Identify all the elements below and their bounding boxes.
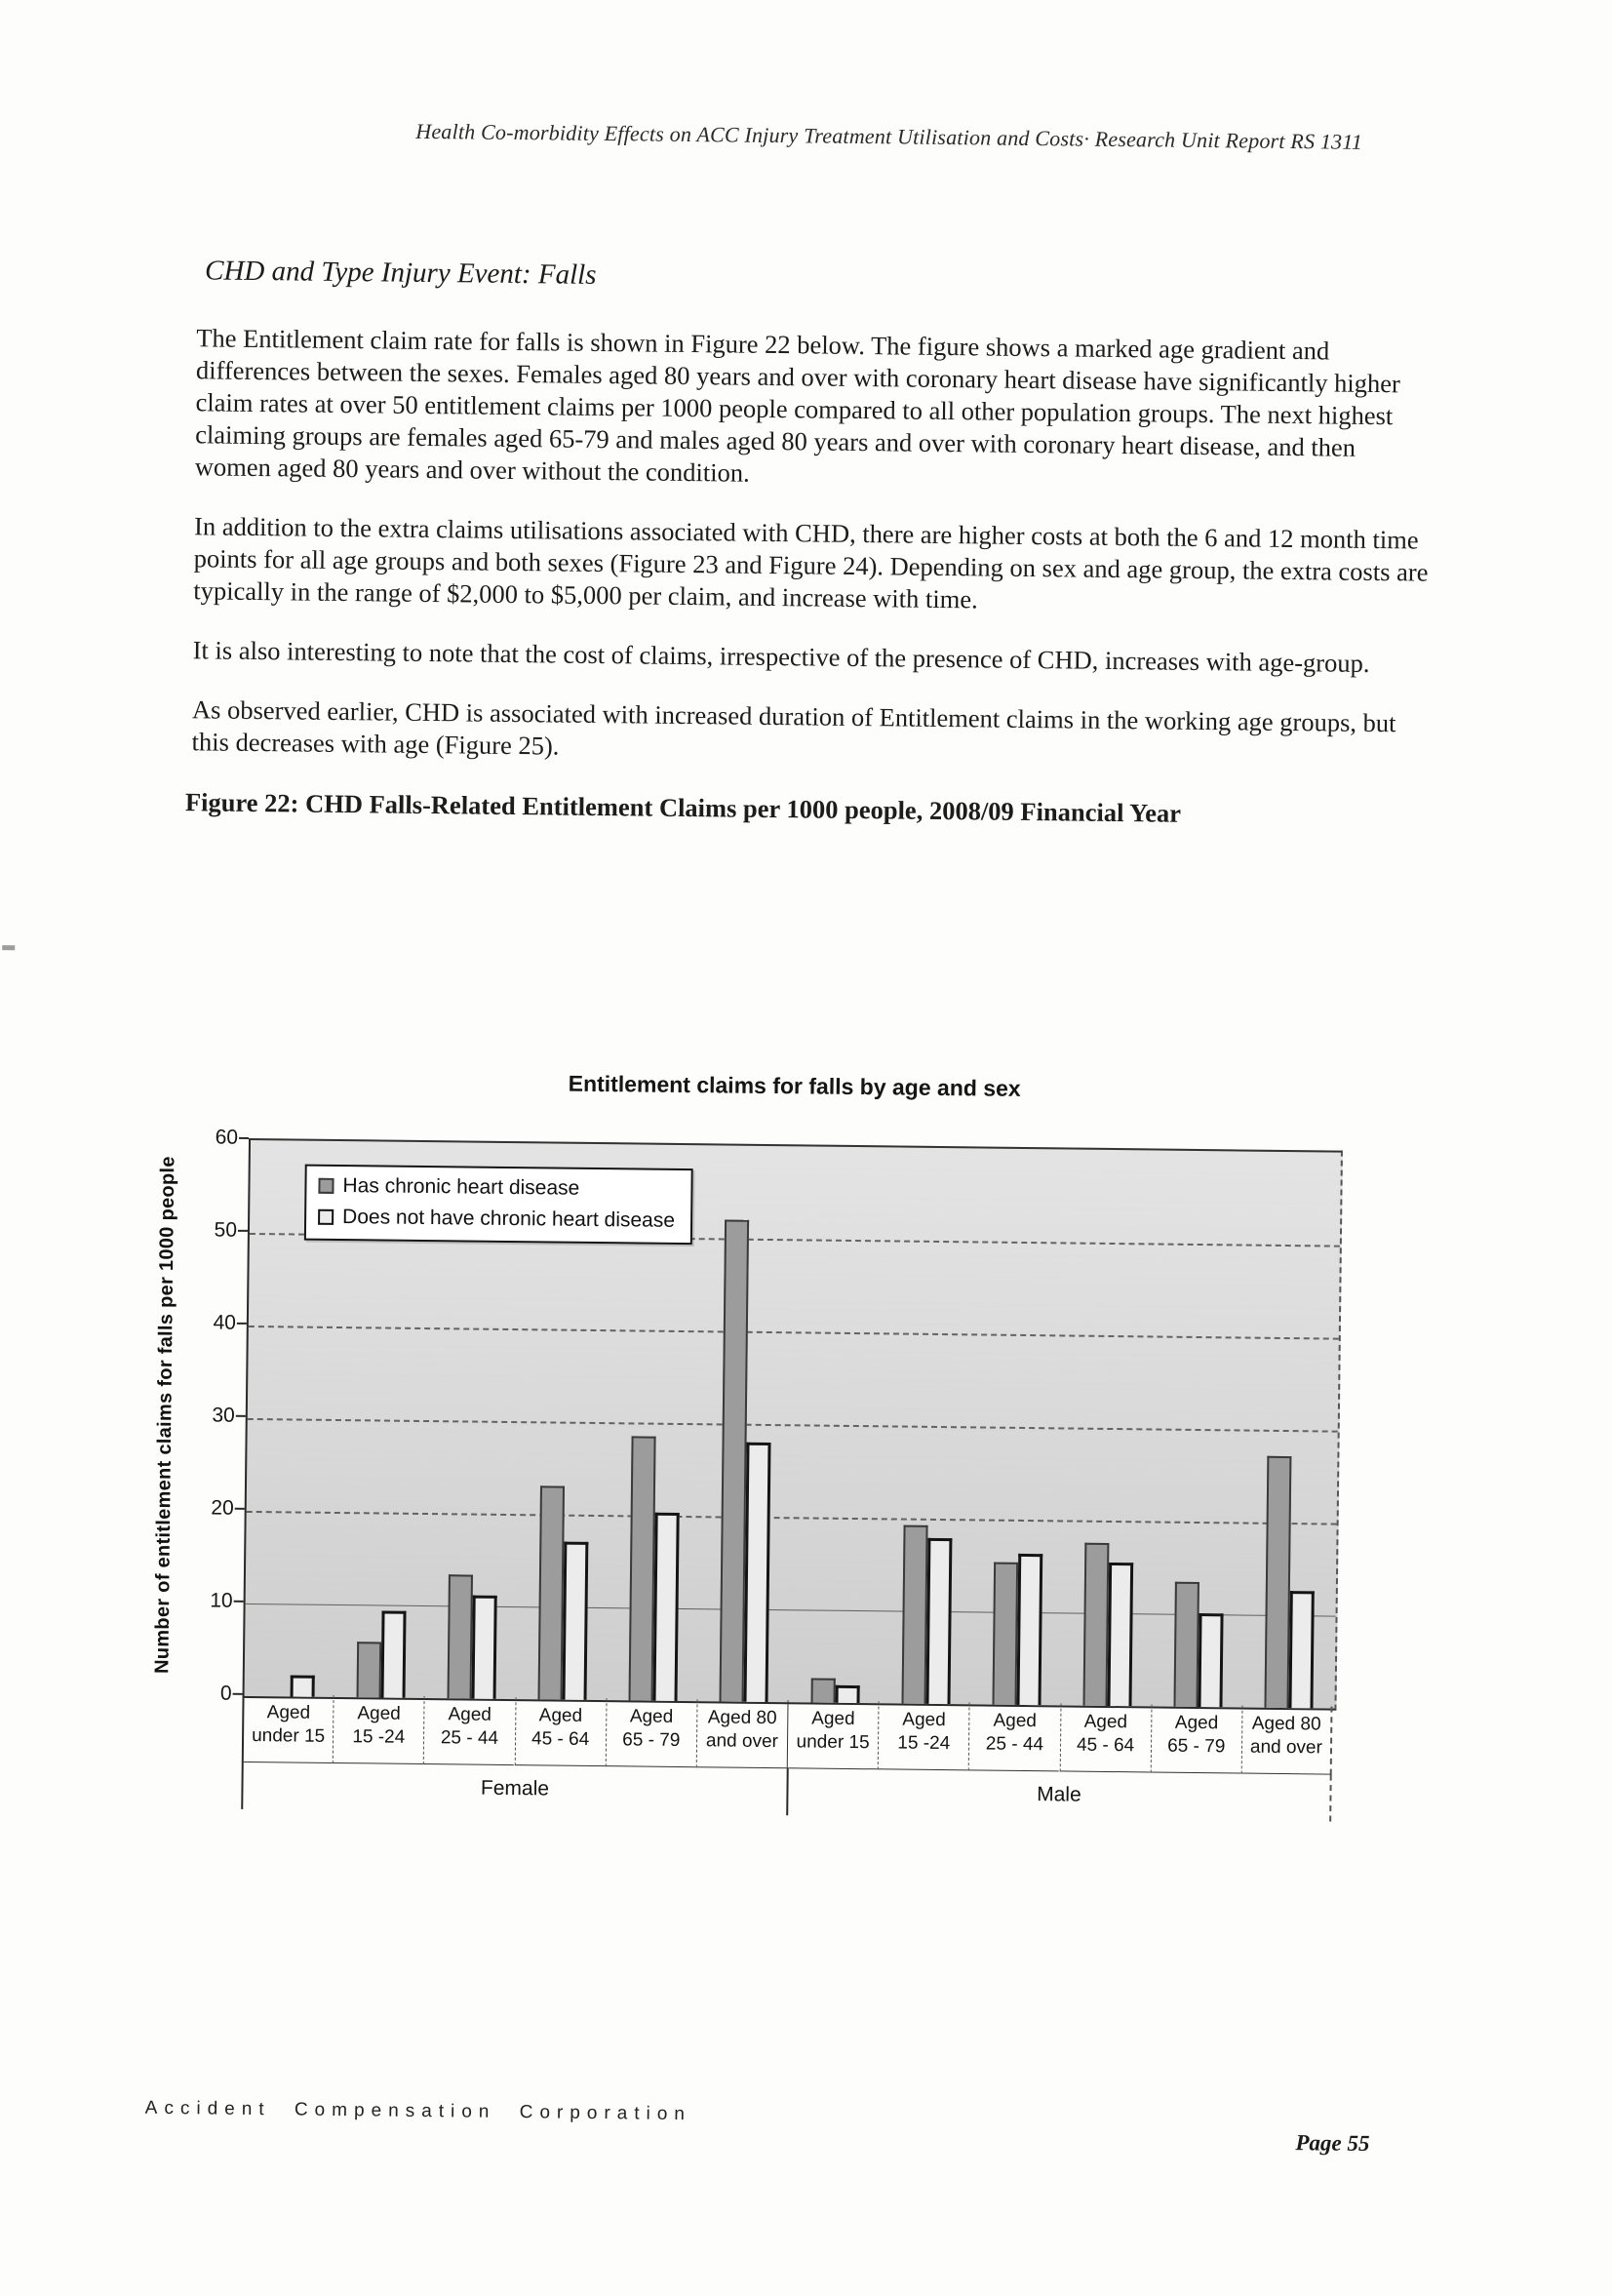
bar-group-male-2 xyxy=(971,1553,1064,1705)
footer-organisation: Accident Compensation Corporation xyxy=(144,2097,692,2125)
y-tick-mark-60 xyxy=(239,1137,249,1139)
x-label-line1: Aged xyxy=(993,1710,1038,1732)
x-label-line1: Aged xyxy=(629,1706,674,1727)
bar-no-chd xyxy=(1108,1563,1134,1706)
bar-chd xyxy=(992,1563,1018,1705)
x-label-female-5 xyxy=(605,1698,696,1767)
bar-no-chd xyxy=(1289,1591,1315,1708)
x-label-line2: under 15 xyxy=(252,1725,326,1747)
page-number: Page 55 xyxy=(1295,2130,1370,2157)
y-tick-label-30: 30 xyxy=(212,1404,235,1427)
sex-label-female: Female xyxy=(241,1762,787,1815)
x-label-line1: Aged xyxy=(448,1704,492,1725)
bar-group-male-1 xyxy=(881,1524,973,1704)
x-label-male-1 xyxy=(787,1700,879,1769)
x-label-line2: and over xyxy=(1249,1736,1323,1759)
bar-group-female-5 xyxy=(698,1219,795,1702)
bar-no-chd xyxy=(380,1611,406,1698)
paragraph-1: The Entitlement claim rate for falls is shown in Figure 22 below. The figure shows a marked age gradient and differences between the sexes. Females aged 80 years and over with coronary heart disease have significantly higher claim rates at over 50 entitlement claims per 1000 people compared to all other population groups. The next highest claiming groups are females aged 65-79 and males aged 80 years and over with coronary heart disease, and then women aged 80 years and over without the condition. xyxy=(194,323,1401,488)
x-label-line1: Aged xyxy=(538,1705,583,1726)
bar-no-chd xyxy=(1016,1554,1042,1705)
bar-chd xyxy=(1174,1582,1199,1707)
x-label-line2: and over xyxy=(705,1730,779,1753)
paragraph-3: It is also interesting to note that the cost of claims, irrespective of the presence of CHD, increases with age-group. xyxy=(192,635,1370,678)
bar-group-female-4 xyxy=(608,1436,701,1701)
paragraph-4: As observed earlier, CHD is associated with increased duration of Entitlement claims in the working age groups, but this decreases with age (Figure 25). xyxy=(191,694,1396,761)
y-tick-label-50: 50 xyxy=(214,1218,238,1242)
x-label-line1: Aged xyxy=(1083,1711,1128,1733)
x-label-line2: 15 -24 xyxy=(352,1726,406,1748)
bar-chd xyxy=(1265,1456,1292,1708)
bar-no-chd xyxy=(471,1596,496,1699)
x-label-male-6 xyxy=(1241,1706,1333,1775)
bar-chd xyxy=(1083,1543,1110,1706)
legend-label-chd: Has chronic heart disease xyxy=(342,1174,580,1200)
chd-series-swatch-icon xyxy=(318,1178,334,1194)
bar-chd xyxy=(901,1525,927,1704)
running-header: Health Co-morbidity Effects on ACC Injury Treatment Utilisation and Costs· Research Unit Report RS 1311 xyxy=(415,118,1363,154)
x-label-line2: 65 - 79 xyxy=(622,1729,681,1752)
y-axis-title: Number of entitlement claims for falls per 1000 people xyxy=(151,1156,179,1675)
scan-artifact-speck xyxy=(2,945,15,950)
chart-title: Entitlement claims for falls by age and sex xyxy=(568,1070,1021,1101)
y-tick-label-20: 20 xyxy=(211,1496,234,1520)
x-label-line2: 65 - 79 xyxy=(1167,1735,1226,1758)
y-tick-mark-40 xyxy=(237,1323,247,1325)
bar-no-chd xyxy=(563,1542,589,1700)
legend-item-chd xyxy=(318,1174,675,1202)
bar-group-female-2 xyxy=(426,1574,519,1699)
bar-chd xyxy=(538,1485,565,1699)
x-label-male-5 xyxy=(1150,1704,1241,1773)
sex-label-male: Male xyxy=(786,1768,1332,1821)
legend-item-no-chd xyxy=(318,1206,675,1233)
bar-no-chd xyxy=(1199,1613,1224,1707)
x-label-line1: Aged 80 xyxy=(1251,1713,1321,1735)
x-label-line2: 25 - 44 xyxy=(985,1733,1044,1756)
x-label-line1: Aged 80 xyxy=(707,1707,777,1729)
y-tick-mark-0 xyxy=(233,1693,243,1695)
x-label-line1: Aged xyxy=(902,1709,946,1731)
y-tick-label-10: 10 xyxy=(210,1589,233,1612)
bar-group-male-0 xyxy=(790,1678,881,1703)
x-label-male-4 xyxy=(1059,1703,1151,1772)
bar-group-female-1 xyxy=(335,1610,427,1698)
bar-chd xyxy=(629,1436,656,1700)
bar-chd xyxy=(356,1642,381,1697)
bar-no-chd xyxy=(744,1443,771,1702)
y-tick-mark-20 xyxy=(235,1508,245,1510)
bar-chd xyxy=(447,1574,472,1698)
x-label-female-4 xyxy=(514,1697,606,1766)
x-label-line1: Aged xyxy=(811,1708,855,1730)
bar-group-female-3 xyxy=(517,1485,610,1700)
y-tick-label-60: 60 xyxy=(215,1126,239,1149)
y-tick-label-0: 0 xyxy=(219,1682,232,1705)
y-tick-mark-50 xyxy=(238,1230,248,1232)
x-label-female-2 xyxy=(333,1695,424,1764)
x-label-line2: 45 - 64 xyxy=(531,1728,590,1750)
x-label-line2: 15 -24 xyxy=(897,1732,951,1755)
no-chd-series-swatch-icon xyxy=(318,1209,334,1225)
x-label-line2: 25 - 44 xyxy=(440,1727,499,1749)
section-heading: CHD and Type Injury Event: Falls xyxy=(204,255,597,291)
legend-label-no-chd: Does not have chronic heart disease xyxy=(341,1206,676,1232)
bar-no-chd xyxy=(653,1513,680,1701)
paragraph-2: In addition to the extra claims utilisations associated with CHD, there are higher costs at both the 6 and 12 month time points for all age groups and both sexes (Figure 23 and Figure 24). Depending on sex and age group, the extra costs are typically in the range of $2,000 to $5,000 per claim, and increase with time. xyxy=(193,511,1429,614)
y-tick-mark-30 xyxy=(236,1415,246,1417)
x-label-line1: Aged xyxy=(1174,1712,1219,1734)
x-label-female-6 xyxy=(696,1699,788,1768)
body-content xyxy=(184,255,1437,832)
bar-no-chd xyxy=(290,1675,314,1696)
x-label-line2: 45 - 64 xyxy=(1076,1734,1135,1757)
bar-chd xyxy=(810,1679,835,1703)
x-label-male-2 xyxy=(878,1701,969,1770)
figure-caption: Figure 22: CHD Falls-Related Entitlement Claims per 1000 people, 2008/09 Financial Year xyxy=(184,787,1182,828)
x-label-female-3 xyxy=(423,1696,515,1765)
bar-group-male-5 xyxy=(1243,1456,1337,1709)
chart-legend xyxy=(304,1165,693,1246)
figure xyxy=(138,1054,1454,1859)
x-label-male-3 xyxy=(968,1702,1060,1771)
x-label-line1: Aged xyxy=(266,1702,311,1723)
x-label-female-1 xyxy=(242,1694,334,1763)
y-tick-mark-10 xyxy=(234,1601,244,1603)
bar-group-male-4 xyxy=(1153,1582,1245,1708)
y-tick-label-40: 40 xyxy=(213,1311,237,1334)
bar-no-chd xyxy=(925,1538,952,1704)
bar-group-male-3 xyxy=(1062,1542,1155,1706)
x-label-line1: Aged xyxy=(357,1703,401,1724)
x-label-line2: under 15 xyxy=(796,1731,870,1754)
